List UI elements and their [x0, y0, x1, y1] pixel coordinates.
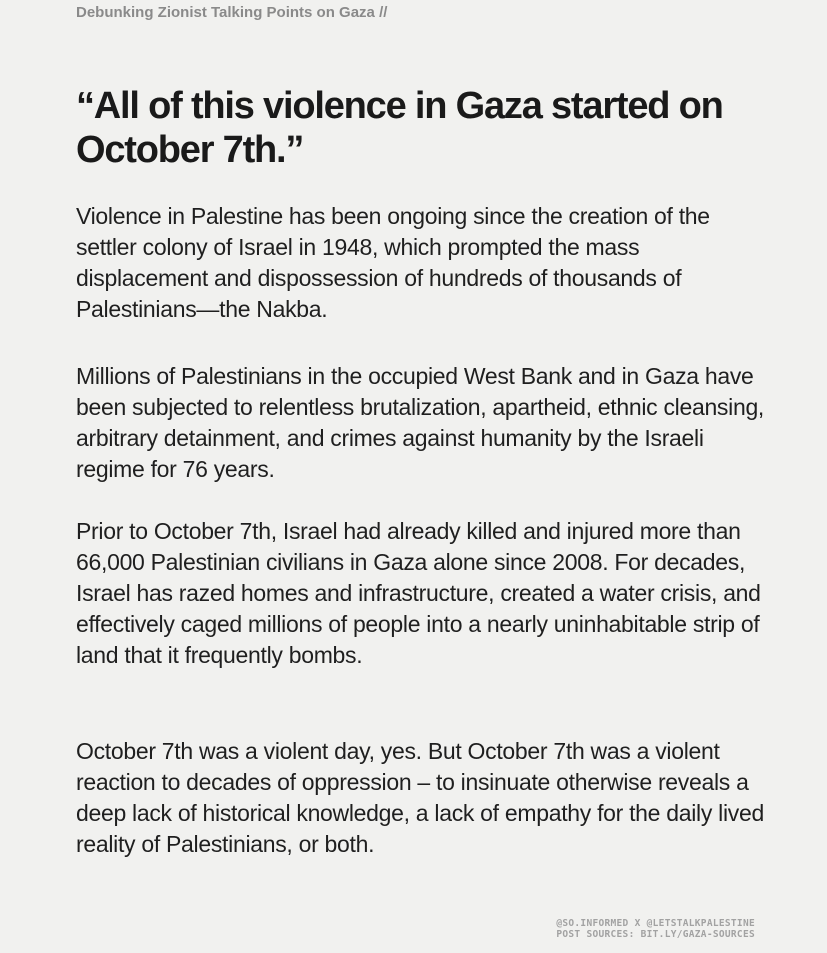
headline-quote: “All of this violence in Gaza started on October 7th.” [76, 85, 723, 171]
paragraph-conclusion: October 7th was a violent day, yes. But October 7th was a violent reaction to decades of oppression – to insinuate otherwise reveals a deep lack of historical knowledge, a lack of empathy for the daily lived reality of Palestinians, or both. [76, 738, 764, 857]
credits-block [556, 918, 755, 940]
paragraph-occupation: Millions of Palestinians in the occupied West Bank and in Gaza have been subjected to relentless brutalization, apartheid, ethnic cleansing, arbitrary detainment, and crimes against humanity by the Israeli regime for 76 years. [76, 363, 765, 482]
credits-sources: POST SOURCES: BIT.LY/GAZA-SOURCES [556, 929, 755, 940]
paragraph-prior-violence: Prior to October 7th, Israel had already killed and injured more than 66,000 Palestinian civilians in Gaza alone since 2008. For decades, Israel has razed homes and infrastructure, created a water crisis, and effectively caged millions of people into a nearly uninhabitable strip of land that it frequently bombs. [76, 518, 761, 668]
series-title: Debunking Zionist Talking Points on Gaza // [76, 4, 388, 21]
paragraph-nakba: Violence in Palestine has been ongoing since the creation of the settler colony of Israel in 1948, which prompted the mass displacement and dispossession of hundreds of thousands of Palestinians—the Nakba. [76, 203, 710, 322]
credits-accounts: @SO.INFORMED X @LETSTALKPALESTINE [556, 918, 755, 929]
